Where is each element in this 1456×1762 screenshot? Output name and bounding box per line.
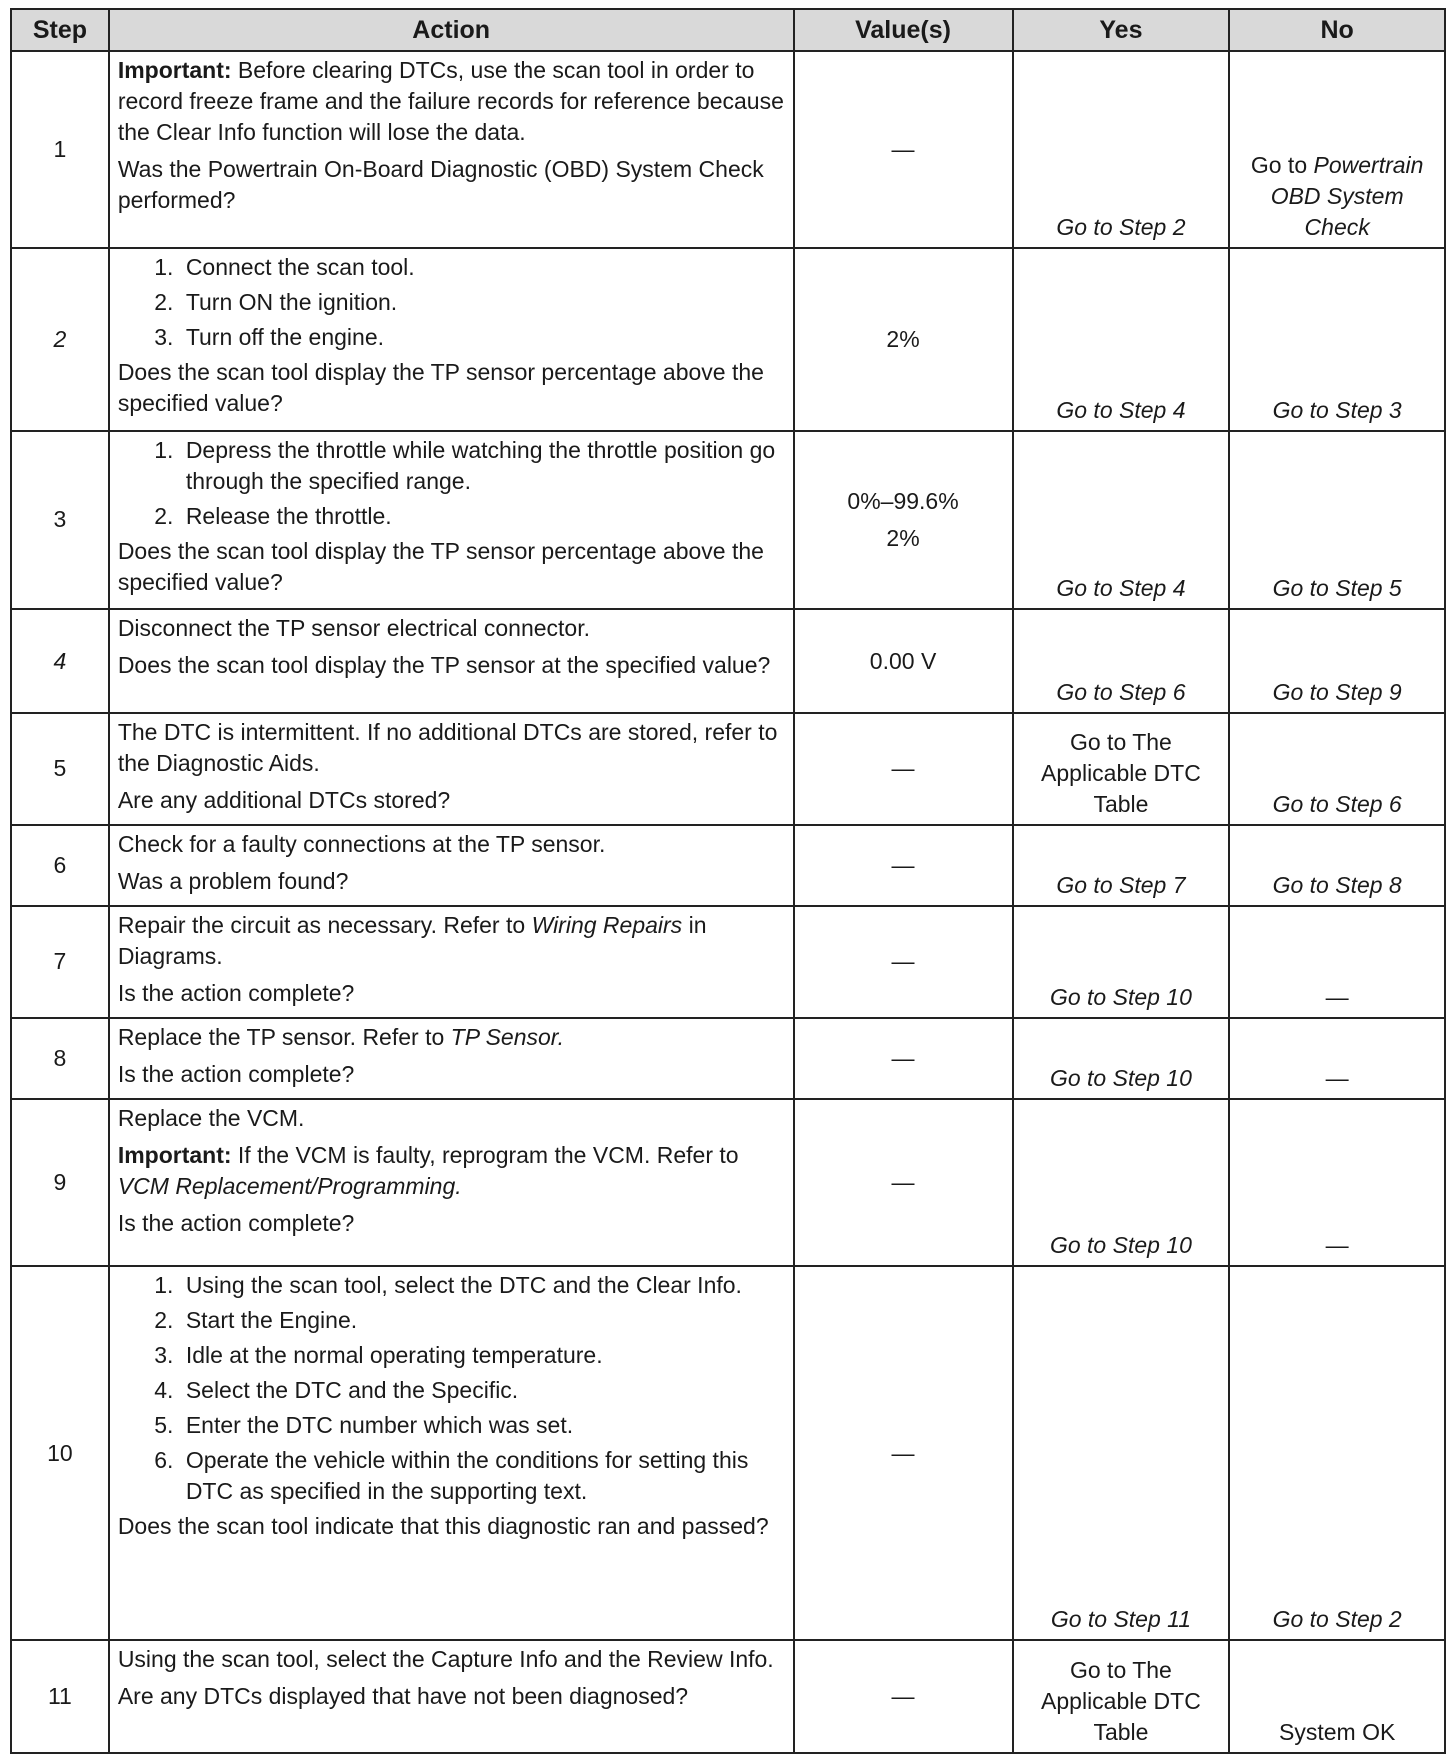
reference-link: TP Sensor. — [450, 1023, 564, 1050]
no-cell: — — [1229, 1099, 1445, 1266]
reference-link: Wiring Repairs — [531, 912, 683, 939]
yes-cell: Go to The Applicable DTC Table — [1013, 713, 1230, 825]
action-text-post: in Diagrams. — [117, 912, 707, 970]
step-number: 11 — [11, 1640, 109, 1753]
instruction-item: 1. Connect the scan tool. — [180, 252, 785, 283]
instruction-item: 1. Using the scan tool, select the DTC and the Clear Info. — [180, 1270, 785, 1301]
value-cell: — — [794, 906, 1013, 1018]
value-cell — [794, 431, 1013, 609]
step-number: 10 — [11, 1266, 109, 1640]
instruction-item: 5. Enter the DTC number which was set. — [180, 1410, 785, 1441]
header-step: Step — [11, 9, 109, 51]
instruction-list — [118, 435, 785, 532]
table-row-step-11 — [11, 1640, 1445, 1753]
action-cell — [109, 825, 794, 906]
header-no: No — [1229, 9, 1445, 51]
table-row-step-9 — [11, 1099, 1445, 1266]
action-text: Replace the VCM. — [117, 1105, 305, 1132]
action-text — [118, 1022, 785, 1053]
no-prefix: Go to — [1250, 152, 1314, 179]
action-text: Disconnect the TP sensor electrical connector. — [117, 614, 590, 641]
diagnostic-table — [10, 8, 1446, 1754]
action-cell — [109, 248, 794, 431]
instruction-item: 2. Release the throttle. — [180, 501, 785, 532]
no-cell: — — [1229, 1018, 1445, 1099]
step-number: 3 — [11, 431, 109, 609]
value-cell: — — [794, 51, 1013, 248]
table-row-step-3 — [11, 431, 1445, 609]
no-cell: Go to Step 6 — [1229, 713, 1445, 825]
question-text: Are any DTCs displayed that have not been diagnosed? — [117, 1683, 689, 1710]
header-row — [11, 9, 1445, 51]
question-text: Was a problem found? — [117, 867, 349, 894]
step-number: 4 — [11, 609, 109, 713]
table-row-step-5 — [11, 713, 1445, 825]
table-row-step-4 — [11, 609, 1445, 713]
yes-cell: Go to The Applicable DTC Table — [1013, 1640, 1230, 1753]
important-text: If the VCM is faulty, reprogram the VCM. Refer to — [231, 1142, 739, 1169]
question-text: Does the scan tool display the TP sensor percentage above the specified value? — [117, 537, 764, 595]
instruction-item: 4. Select the DTC and the Specific. — [180, 1375, 785, 1406]
instruction-item: 1. Depress the throttle while watching the throttle position go through the specified range. — [180, 435, 785, 497]
value-cell: 2% — [794, 248, 1013, 431]
value-cell: — — [794, 825, 1013, 906]
yes-cell: Go to Step 10 — [1013, 1018, 1230, 1099]
value-threshold: 2% — [886, 524, 920, 551]
question-text: Is the action complete? — [117, 1060, 355, 1087]
important-text: Before clearing DTCs, use the scan tool in order to record freeze frame and the failure records for reference because the Clear Info function will lose the data. — [117, 57, 784, 145]
no-cell: Go to Step 5 — [1229, 431, 1445, 609]
instruction-item: 2. Turn ON the ignition. — [180, 287, 785, 318]
step-number: 5 — [11, 713, 109, 825]
step-number: 1 — [11, 51, 109, 248]
table-row-step-7 — [11, 906, 1445, 1018]
action-cell — [109, 431, 794, 609]
question-text: Is the action complete? — [117, 980, 355, 1007]
value-cell: — — [794, 1099, 1013, 1266]
action-text: The DTC is intermittent. If no additional DTCs are stored, refer to the Diagnostic Aids. — [117, 719, 778, 777]
header-values: Value(s) — [794, 9, 1013, 51]
action-text-pre: Replace the TP sensor. Refer to — [117, 1023, 451, 1050]
question-text: Does the scan tool display the TP sensor at the specified value? — [117, 651, 771, 678]
action-cell — [109, 713, 794, 825]
important-note — [118, 55, 785, 148]
step-number: 8 — [11, 1018, 109, 1099]
value-range: 0%–99.6% — [847, 487, 959, 514]
action-cell — [109, 1266, 794, 1640]
action-text: Using the scan tool, select the Capture Info and the Review Info. — [117, 1646, 774, 1673]
yes-cell: Go to Step 10 — [1013, 906, 1230, 1018]
value-cell: 0.00 V — [794, 609, 1013, 713]
no-cell: — — [1229, 906, 1445, 1018]
question-text: Does the scan tool display the TP sensor percentage above the specified value? — [117, 359, 764, 417]
important-label: Important: — [117, 57, 232, 83]
important-note — [118, 1140, 785, 1202]
no-cell: Go to Step 9 — [1229, 609, 1445, 713]
table-row-step-6 — [11, 825, 1445, 906]
no-cell: System OK — [1229, 1640, 1445, 1753]
value-cell: — — [794, 713, 1013, 825]
action-text: Check for a faulty connections at the TP sensor. — [117, 830, 606, 857]
table-row-step-8 — [11, 1018, 1445, 1099]
question-text: Does the scan tool indicate that this diagnostic ran and passed? — [117, 1512, 769, 1539]
action-cell — [109, 1018, 794, 1099]
action-text — [118, 910, 785, 972]
step-number: 2 — [11, 248, 109, 431]
value-cell: — — [794, 1640, 1013, 1753]
yes-cell: Go to Step 10 — [1013, 1099, 1230, 1266]
question-text: Was the Powertrain On-Board Diagnostic (OBD) System Check performed? — [117, 156, 764, 213]
header-action: Action — [109, 9, 794, 51]
question-text: Is the action complete? — [117, 1210, 355, 1237]
no-link-text: Powertrain OBD System Check — [1270, 152, 1424, 241]
table-row-step-2 — [11, 248, 1445, 431]
yes-cell: Go to Step 6 — [1013, 609, 1230, 713]
action-cell — [109, 51, 794, 248]
value-cell: — — [794, 1266, 1013, 1640]
action-text-pre: Repair the circuit as necessary. Refer to — [117, 912, 532, 939]
yes-cell: Go to Step 11 — [1013, 1266, 1230, 1640]
instruction-item: 3. Turn off the engine. — [180, 322, 785, 353]
value-cell: — — [794, 1018, 1013, 1099]
header-yes: Yes — [1013, 9, 1230, 51]
step-number: 7 — [11, 906, 109, 1018]
yes-cell: Go to Step 4 — [1013, 248, 1230, 431]
instruction-list — [118, 252, 785, 353]
yes-cell: Go to Step 4 — [1013, 431, 1230, 609]
instruction-item: 3. Idle at the normal operating temperature. — [180, 1340, 785, 1371]
table-row-step-10 — [11, 1266, 1445, 1640]
important-label: Important: — [117, 1142, 232, 1169]
no-cell: Go to Step 8 — [1229, 825, 1445, 906]
question-text: Are any additional DTCs stored? — [117, 787, 451, 814]
step-number: 9 — [11, 1099, 109, 1266]
action-cell — [109, 1099, 794, 1266]
table-row-step-1 — [11, 51, 1445, 248]
yes-cell: Go to Step 7 — [1013, 825, 1230, 906]
instruction-list — [118, 1270, 785, 1507]
action-cell — [109, 1640, 794, 1753]
action-cell — [109, 906, 794, 1018]
no-cell: Go to Step 2 — [1229, 1266, 1445, 1640]
action-cell — [109, 609, 794, 713]
instruction-item: 6. Operate the vehicle within the conditions for setting this DTC as specified in the supporting text. — [180, 1445, 785, 1507]
yes-cell: Go to Step 2 — [1013, 51, 1230, 248]
no-cell: Go to Step 3 — [1229, 248, 1445, 431]
reference-link: VCM Replacement/Programming. — [117, 1173, 462, 1200]
step-number: 6 — [11, 825, 109, 906]
instruction-item: 2. Start the Engine. — [180, 1305, 785, 1336]
no-cell — [1229, 51, 1445, 248]
